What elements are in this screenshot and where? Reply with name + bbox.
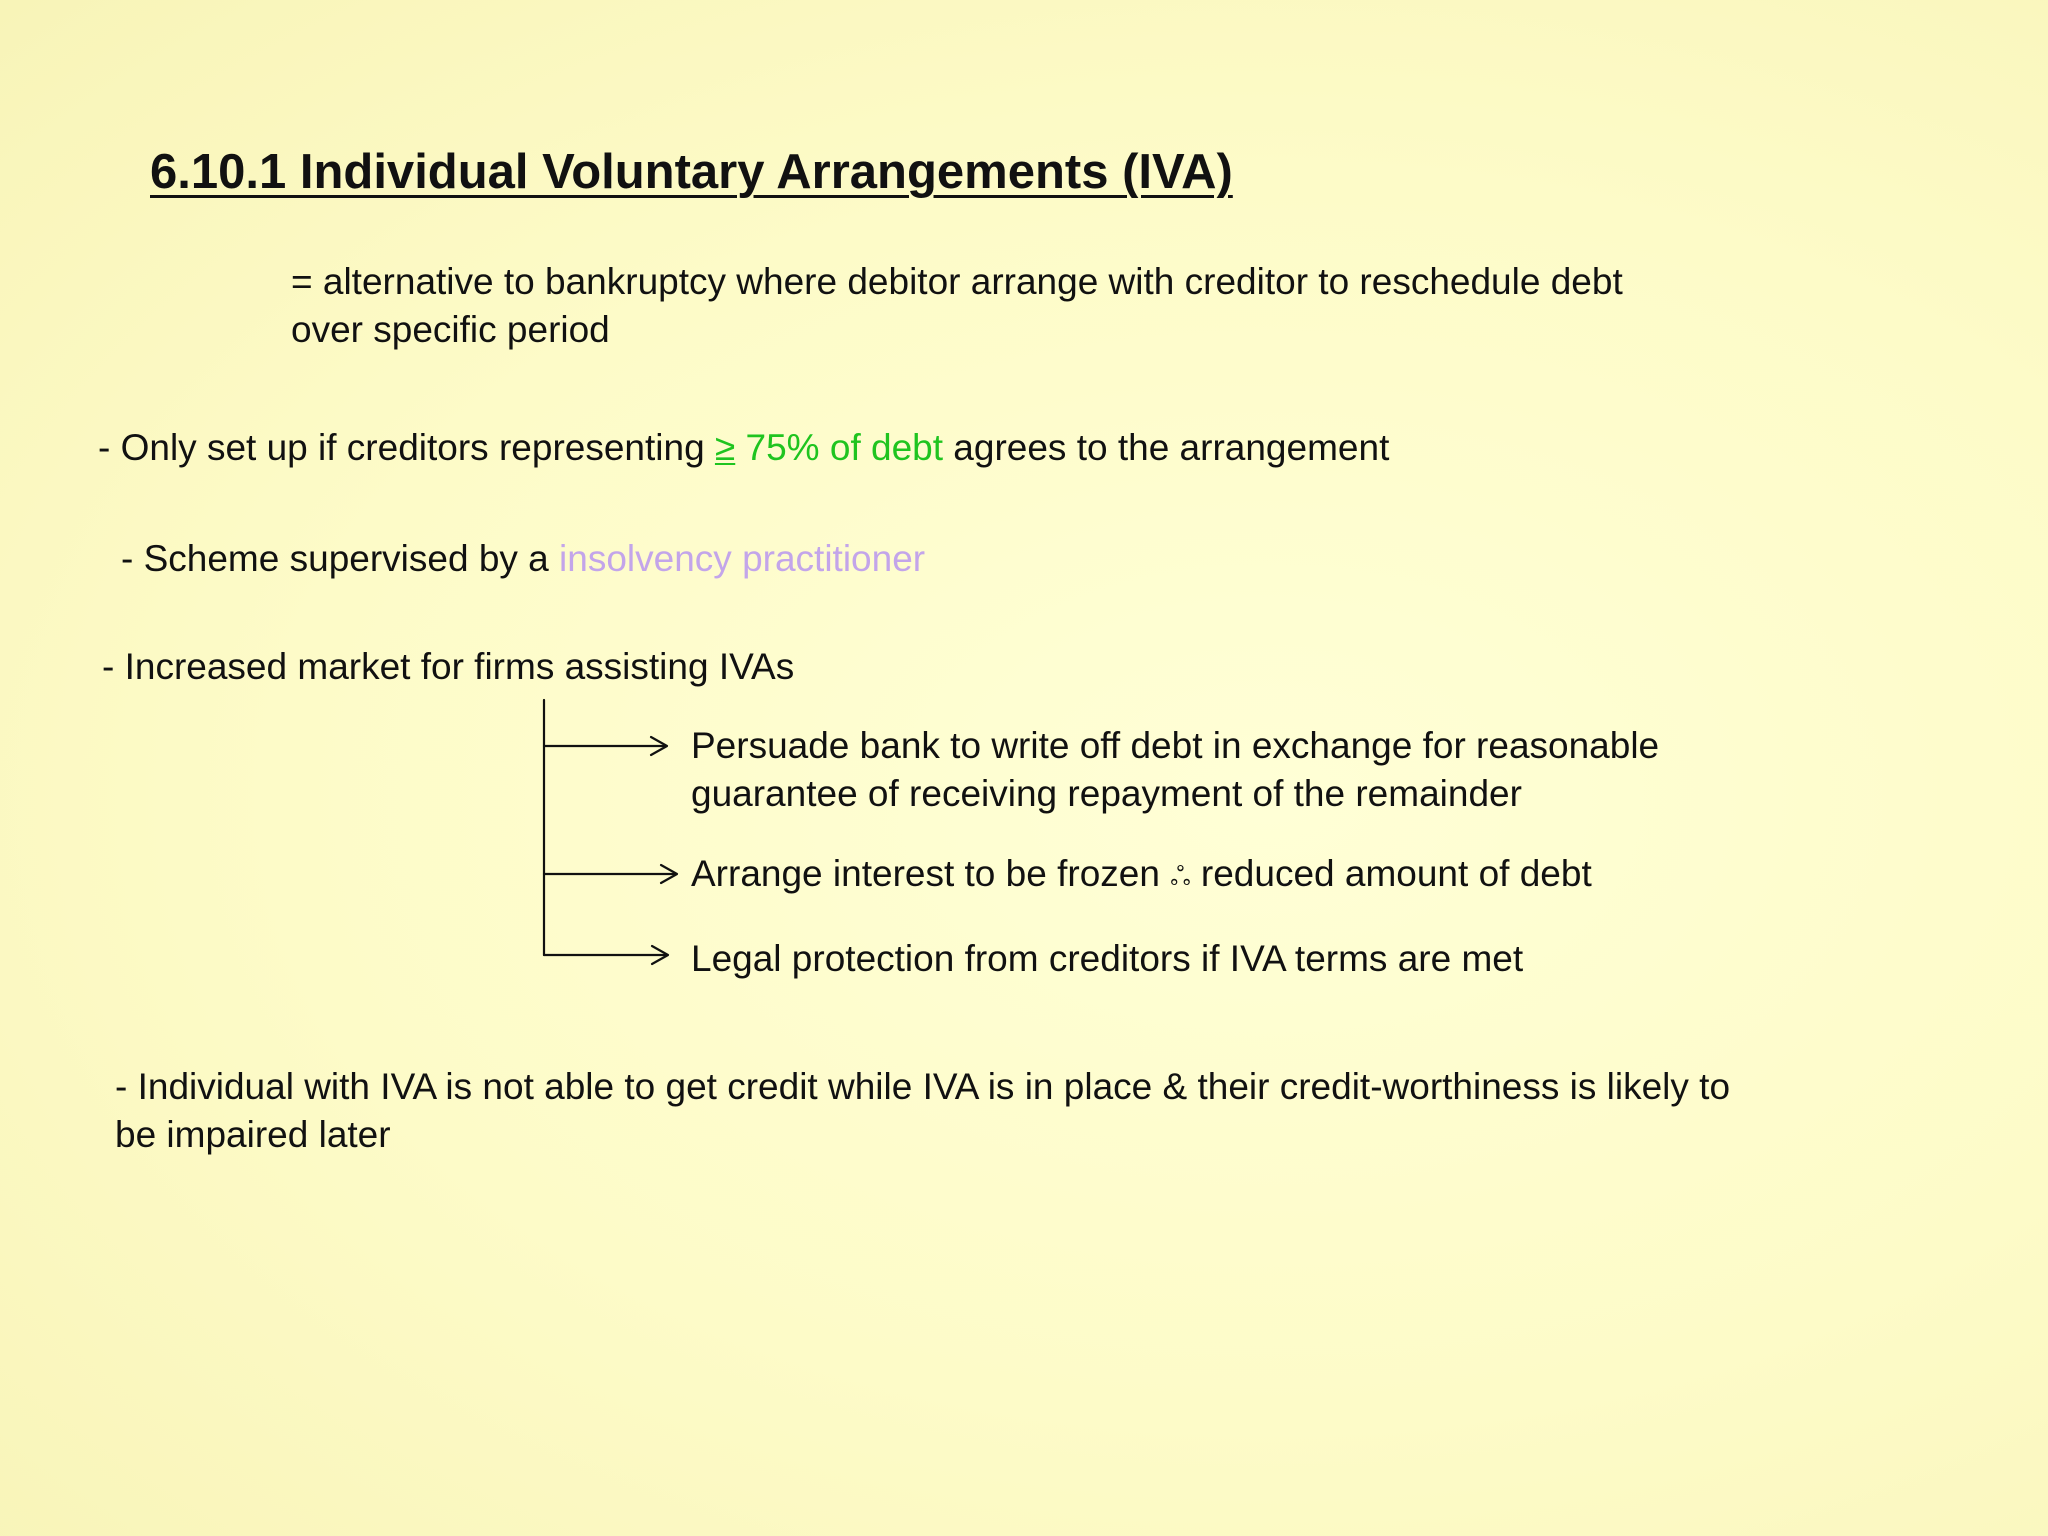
branch-1-line-1: Persuade bank to write off debt in exchange for reasonable (691, 725, 1660, 766)
branch-1-line-2: guarantee of receiving repayment of the remainder (691, 773, 1522, 814)
branch-2-after: reduced amount of debt (1190, 853, 1592, 894)
bullet-credit-line-1: - Individual with IVA is not able to get credit while IVA is in place & their credit-worthiness is likely to (115, 1066, 1731, 1107)
definition-line-1: = alternative to bankruptcy where debitor arrange with creditor to reschedule debt (291, 261, 1623, 302)
bullet-creditors-prefix: - Only set up if creditors representing (98, 427, 715, 468)
bullet-credit-line-2: be impaired later (115, 1114, 391, 1155)
bullet-market-growth: - Increased market for firms assisting IVAs (102, 646, 795, 687)
bullet-creditors-suffix: agrees to the arrangement (943, 427, 1390, 468)
debt-percentage-highlight: 75% of debt (735, 427, 944, 468)
branch-3-text: Legal protection from creditors if IVA terms are met (691, 938, 1524, 979)
slide-title: 6.10.1 Individual Voluntary Arrangements (IVA) (150, 145, 1233, 199)
therefore-symbol: ஃ (1170, 861, 1191, 891)
bullet-supervision-prefix: - Scheme supervised by a (121, 538, 560, 579)
branch-2-text (691, 850, 1592, 900)
definition-line-2: over specific period (291, 309, 610, 350)
branch-2-before: Arrange interest to be frozen (691, 853, 1171, 894)
greater-or-equal-symbol: ≥ (714, 427, 736, 468)
insolvency-practitioner-highlight: insolvency practitioner (559, 538, 926, 579)
